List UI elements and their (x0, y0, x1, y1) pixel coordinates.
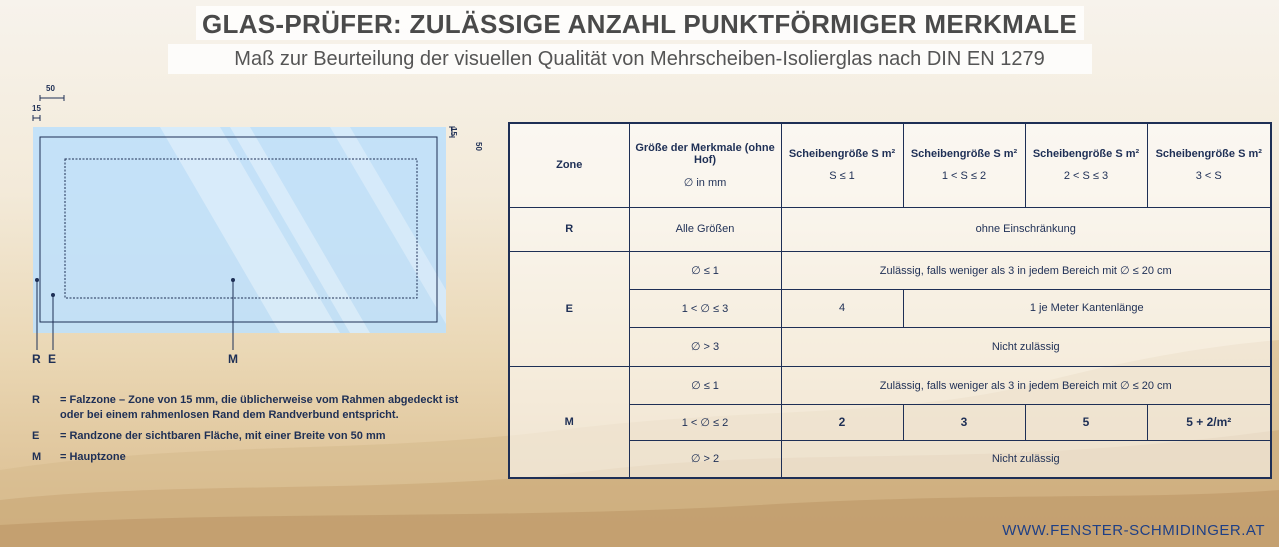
legend-key: M (32, 451, 42, 463)
table-row-e1 (509, 251, 1271, 289)
zone-cell-e: E (509, 251, 629, 366)
zone-legend (32, 393, 482, 471)
table-row-m1 (509, 366, 1271, 404)
header-s4: Scheibengröße S m² 3 < S (1147, 123, 1271, 207)
size-cell: ∅ ≤ 1 (629, 251, 781, 289)
header-zone: Zone (509, 123, 629, 207)
size-cell: 1 < ∅ ≤ 2 (629, 404, 781, 440)
dimension-right-50: 50 (474, 142, 483, 151)
value-cell: 1 je Meter Kantenlänge (903, 289, 1271, 327)
value-cell: 5 + 2/m² (1147, 404, 1271, 440)
glass-zone-diagram (0, 80, 500, 380)
glass-pane-drawing (0, 80, 500, 380)
legend-item-r (32, 393, 482, 423)
dimension-top-50: 50 (46, 84, 55, 93)
zone-cell-m: M (509, 366, 629, 478)
size-cell: ∅ > 3 (629, 327, 781, 366)
value-cell: Zulässig, falls weniger als 3 in jedem Bereich mit ∅ ≤ 20 cm (781, 251, 1271, 289)
value-cell: 4 (781, 289, 903, 327)
value-cell: Zulässig, falls weniger als 3 in jedem Bereich mit ∅ ≤ 20 cm (781, 366, 1271, 404)
page-title: GLAS-PRÜFER: ZULÄSSIGE ANZAHL PUNKTFÖRMIGER MERKMALE (201, 9, 1078, 39)
legend-item-e (32, 429, 482, 444)
legend-text: = Randzone der sichtbaren Fläche, mit einer Breite von 50 mm (60, 430, 386, 442)
header-s4-range: 3 < S (1195, 170, 1222, 183)
dimension-right-15: 15 (449, 127, 458, 136)
table-header-row (509, 123, 1271, 207)
size-cell: Alle Größen (629, 207, 781, 251)
zone-label-m: M (228, 352, 238, 366)
legend-text: = Falzzone – Zone von 15 mm, die üblicherweise vom Rahmen abgedeckt ist oder bei einem rahmenlosen Rand dem Randverbund entspricht. (60, 394, 459, 421)
header-s1: Scheibengröße S m² S ≤ 1 (781, 123, 903, 207)
website-link[interactable]: WWW.FENSTER-SCHMIDINGER.AT (1002, 522, 1265, 539)
page-subtitle: Maß zur Beurteilung der visuellen Qualität von Mehrscheiben-Isolierglas nach DIN EN 1279 (234, 48, 1045, 70)
header-s3: Scheibengröße S m² 2 < S ≤ 3 (1025, 123, 1147, 207)
size-cell: 1 < ∅ ≤ 3 (629, 289, 781, 327)
size-cell: ∅ ≤ 1 (629, 366, 781, 404)
header-s1-range: S ≤ 1 (829, 170, 855, 183)
header-size-unit: ∅ in mm (683, 176, 727, 189)
header-s3-range: 2 < S ≤ 3 (1063, 170, 1109, 183)
value-cell: Nicht zulässig (781, 440, 1271, 478)
legend-item-m (32, 450, 482, 465)
value-cell: 5 (1025, 404, 1147, 440)
header-size: Größe der Merkmale (ohne Hof) ∅ in mm (629, 123, 781, 207)
zone-cell-r: R (509, 207, 629, 251)
header-s2: Scheibengröße S m² 1 < S ≤ 2 (903, 123, 1025, 207)
defects-table (508, 122, 1272, 479)
table-row-r (509, 207, 1271, 251)
zone-label-e: E (48, 352, 57, 366)
legend-key: E (32, 430, 40, 442)
value-cell: 3 (903, 404, 1025, 440)
zone-label-r: R (32, 352, 41, 366)
value-cell: Nicht zulässig (781, 327, 1271, 366)
size-cell: ∅ > 2 (629, 440, 781, 478)
value-cell: 2 (781, 404, 903, 440)
legend-key: R (32, 394, 40, 406)
dimension-left-15: 15 (32, 104, 41, 113)
value-cell: ohne Einschränkung (781, 207, 1271, 251)
legend-text: = Hauptzone (60, 451, 126, 463)
header-s2-range: 1 < S ≤ 2 (941, 170, 987, 183)
